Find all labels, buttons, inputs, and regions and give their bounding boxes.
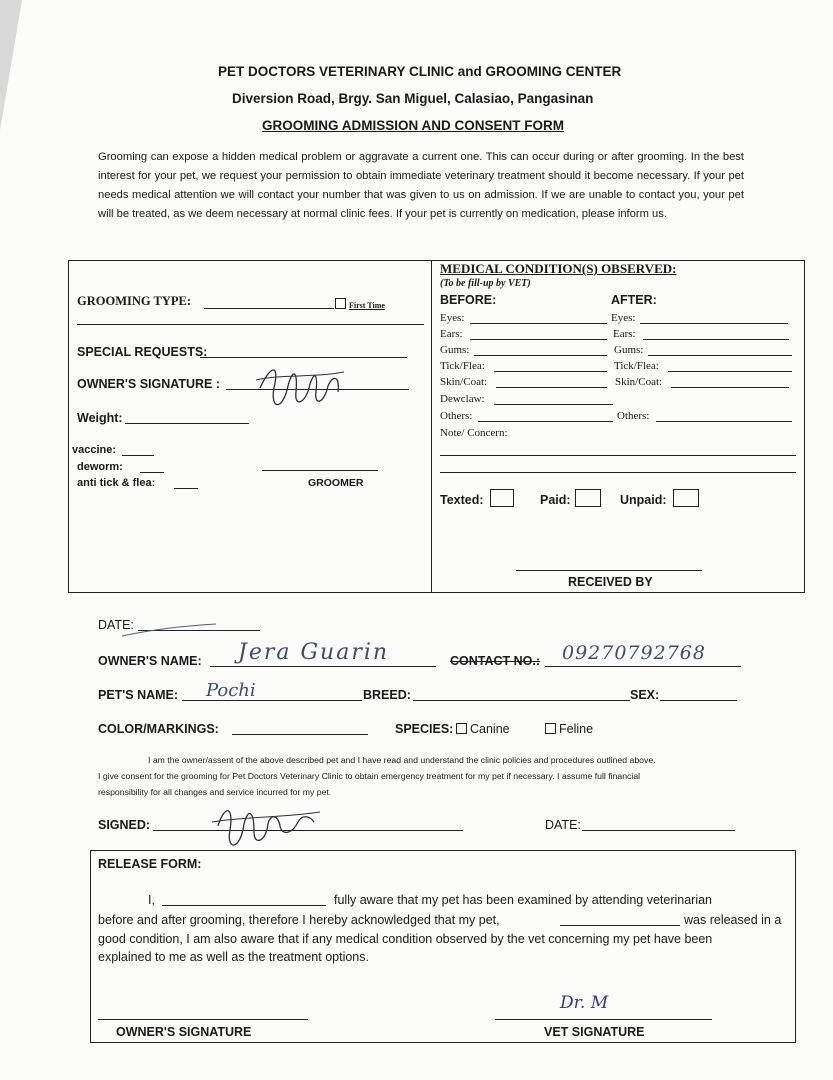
date-label: DATE:: [98, 618, 134, 632]
before-tickflea-field[interactable]: [494, 371, 607, 372]
panel-divider: [431, 260, 432, 593]
before-tickflea-label: Tick/Flea:: [440, 360, 485, 372]
special-requests-label: SPECIAL REQUESTS:: [77, 345, 208, 359]
release-line1-start: I,: [148, 893, 155, 907]
before-ears-field[interactable]: [470, 339, 607, 340]
after-gums-field[interactable]: [648, 355, 792, 356]
species-label: SPECIES:: [395, 722, 454, 736]
release-line2-start: before and after grooming, therefore I hereby acknowledged that my pet,: [98, 913, 500, 927]
consent-text-line3: responsibility for all changes and service incurred for my pet.: [98, 787, 332, 797]
after-others-field[interactable]: [656, 421, 792, 422]
note-line-1[interactable]: [440, 455, 796, 456]
consent-text-line1: I am the owner/assent of the above described pet and I have read and understand the clinic policies and procedures outlined above.: [148, 755, 656, 765]
after-gums-label: Gums:: [614, 344, 644, 356]
release-line4: explained to me as well as the treatment options.: [98, 950, 369, 964]
canine-label: Canine: [470, 722, 510, 736]
page-fold-corner: [0, 0, 22, 130]
consent-date-label: DATE:: [545, 818, 581, 832]
feline-option[interactable]: [545, 722, 593, 736]
deworm-label: deworm:: [77, 461, 123, 473]
pet-name-value: Pochi: [206, 680, 256, 701]
grooming-type-extra-line[interactable]: [77, 324, 424, 325]
grooming-type-label: GROOMING TYPE:: [77, 294, 192, 308]
note-line-2[interactable]: [440, 472, 796, 473]
weight-label: Weight:: [77, 411, 123, 425]
signed-label: SIGNED:: [98, 818, 151, 832]
anti-tick-label: anti tick & flea:: [77, 477, 156, 489]
groomer-signature-line[interactable]: [262, 470, 378, 471]
color-markings-field[interactable]: [232, 734, 368, 735]
vaccine-label: vaccine:: [72, 444, 117, 456]
received-by-label: RECEIVED BY: [568, 575, 653, 589]
feline-checkbox[interactable]: [545, 723, 556, 734]
sex-field[interactable]: [660, 700, 737, 701]
grooming-type-field[interactable]: [204, 308, 334, 309]
clinic-address: Diversion Road, Brgy. San Miguel, Calasiao, Pangasinan: [232, 91, 594, 106]
before-heading: BEFORE:: [440, 293, 497, 307]
before-eyes-field[interactable]: [470, 323, 607, 324]
release-line3: good condition, I am also aware that if any medical condition observed by the vet concerning my pet have been: [98, 932, 713, 946]
after-eyes-field[interactable]: [640, 323, 788, 324]
admission-box: [68, 260, 805, 593]
breed-label: BREED:: [363, 688, 411, 702]
form-title: GROOMING ADMISSION AND CONSENT FORM: [262, 118, 564, 133]
after-skincoat-field[interactable]: [671, 387, 789, 388]
intro-paragraph: Grooming can expose a hidden medical problem or aggravate a current one. This can occur during or after grooming. In the best interest for your pet, we request your permission to obtain immediate veterinary treatment should it become necessary. If your pet needs medical attention we will contact your number that was given to us on admission. If we are unable to contact you, your pet will be treated, as we deem necessary at normal clinic fees. If your pet is currently on medication, please inform us.: [98, 151, 744, 220]
consent-date-field[interactable]: [582, 830, 735, 831]
after-ears-label: Ears:: [613, 328, 636, 340]
deworm-field[interactable]: [140, 472, 164, 473]
breed-field[interactable]: [413, 700, 630, 701]
canine-checkbox[interactable]: [456, 723, 467, 734]
groomer-label: GROOMER: [308, 477, 364, 489]
feline-label: Feline: [559, 722, 594, 736]
paid-label: Paid:: [540, 493, 571, 507]
after-skincoat-label: Skin/Coat:: [615, 376, 663, 388]
release-pet-name-field[interactable]: [560, 925, 680, 926]
after-eyes-label: Eyes:: [611, 312, 636, 324]
release-line1-end: fully aware that my pet has been examined by attending veterinarian: [334, 893, 713, 907]
clinic-name: PET DOCTORS VETERINARY CLINIC and GROOMING CENTER: [218, 64, 622, 79]
before-eyes-label: Eyes:: [440, 312, 465, 324]
medical-title: MEDICAL CONDITION(S) OBSERVED:: [440, 261, 677, 276]
after-others-label: Others:: [617, 410, 650, 422]
contact-field[interactable]: [545, 666, 741, 667]
before-dewclaw-label: Dewclaw:: [440, 393, 485, 405]
medical-subtitle: (To be fill-up by VET): [440, 278, 531, 289]
pen-stroke-date: [120, 622, 220, 642]
release-owner-signature-line[interactable]: [98, 1019, 308, 1020]
before-ears-label: Ears:: [440, 328, 463, 340]
release-vet-signature-line[interactable]: [495, 1019, 712, 1020]
release-vet-signature-label: VET SIGNATURE: [544, 1025, 645, 1039]
owner-name-label: OWNER'S NAME:: [98, 654, 202, 668]
owner-name-value: Jera Guarin: [238, 640, 390, 665]
vet-initials: Dr. M: [560, 993, 609, 1013]
canine-option[interactable]: [456, 722, 510, 736]
consent-text-line2: I give consent for the grooming for Pet Doctors Veterinary Clinic to obtain emergency treatment for my pet if necessary. I assume full financial: [98, 771, 641, 781]
before-skincoat-label: Skin/Coat:: [440, 376, 488, 388]
first-time-option[interactable]: [335, 298, 385, 310]
texted-label: Texted:: [440, 493, 484, 507]
pet-name-label: PET'S NAME:: [98, 688, 179, 702]
paid-checkbox[interactable]: [575, 489, 601, 507]
after-tickflea-label: Tick/Flea:: [614, 360, 659, 372]
owner-signature-label: OWNER'S SIGNATURE :: [77, 377, 221, 391]
before-others-label: Others:: [440, 410, 473, 422]
before-skincoat-field[interactable]: [496, 387, 607, 388]
sex-label: SEX:: [630, 688, 660, 702]
unpaid-checkbox[interactable]: [673, 489, 699, 507]
release-title: RELEASE FORM:: [98, 857, 202, 871]
note-concern-label: Note/ Concern:: [440, 427, 508, 439]
release-owner-signature-label: OWNER'S SIGNATURE: [116, 1025, 252, 1039]
after-tickflea-field[interactable]: [668, 371, 792, 372]
texted-checkbox[interactable]: [490, 489, 514, 507]
release-line2-end: was released in a: [684, 913, 782, 927]
before-dewclaw-field[interactable]: [494, 404, 613, 405]
color-markings-label: COLOR/MARKINGS:: [98, 722, 219, 736]
release-owner-name-field[interactable]: [162, 905, 326, 906]
owner-signature-scribble: [252, 358, 352, 418]
before-gums-field[interactable]: [474, 355, 607, 356]
vaccine-field[interactable]: [122, 455, 154, 456]
first-time-label: First Time: [349, 301, 385, 310]
after-ears-field[interactable]: [643, 339, 789, 340]
owner-name-field[interactable]: [210, 666, 436, 667]
after-heading: AFTER:: [611, 293, 657, 307]
before-others-field[interactable]: [478, 421, 613, 422]
contact-value: 09270792768: [562, 642, 706, 664]
before-gums-label: Gums:: [440, 344, 470, 356]
first-time-checkbox[interactable]: [335, 298, 346, 309]
weight-field[interactable]: [125, 423, 249, 424]
consent-signature-scribble: [210, 796, 330, 856]
unpaid-label: Unpaid:: [620, 493, 667, 507]
received-by-line[interactable]: [516, 570, 702, 571]
anti-tick-field[interactable]: [174, 488, 198, 489]
release-form-box: [90, 850, 796, 1043]
contact-label: CONTACT NO.:: [450, 654, 541, 668]
